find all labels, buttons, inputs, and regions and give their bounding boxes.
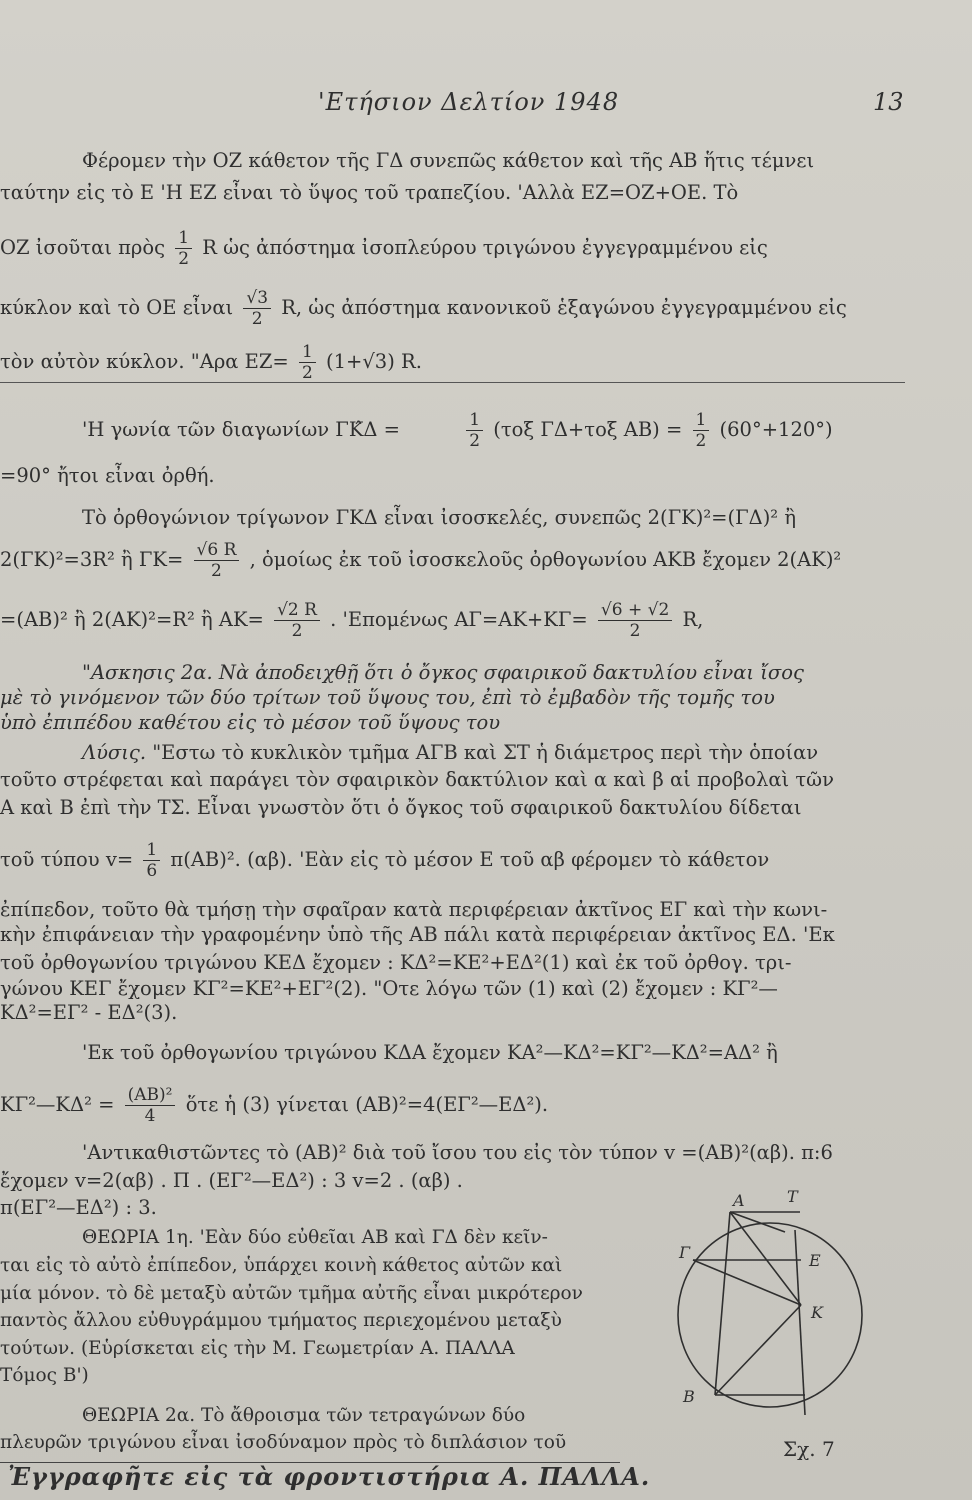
text-segment: R ὡς ἀπόστημα ἰσοπλεύρου τριγώνου ἐγγεγραμμένου εἰς bbox=[202, 236, 768, 259]
text-line: Τόμος Β') bbox=[0, 1365, 89, 1386]
fraction-denominator: 2 bbox=[251, 309, 263, 329]
text-line: ὑπὸ ἐπιπέδου καθέτου εἰς τὸ μέσον τοῦ ὕψους του bbox=[0, 711, 501, 734]
text-line: Τὸ ὀρθογώνιον τρίγωνον ΓΚΔ εἶναι ἰσοσκελές, συνεπῶς 2(ΓΚ)²=(ΓΔ)² ἢ bbox=[82, 506, 797, 529]
text-segment: (60°+120°) bbox=[719, 418, 833, 441]
text-line bbox=[0, 600, 703, 641]
fraction bbox=[299, 342, 316, 383]
text-line: 'Εκ τοῦ ὀρθογωνίου τριγώνου ΚΔΑ ἔχομεν ΚΑ²—ΚΔ²=ΚΓ²—ΚΔ²=ΑΔ² ἢ bbox=[82, 1041, 778, 1064]
text-line bbox=[82, 740, 818, 766]
text-line: παντὸς ἄλλου εὐθυγράμμου τμήματος περιεχομένου μεταξὺ bbox=[0, 1310, 562, 1331]
text-segment: =(ΑΒ)² ἢ 2(ΑΚ)²=R² ἢ ΑΚ= bbox=[0, 608, 264, 631]
text-line: γώνου ΚΕΓ ἔχομεν ΚΓ²=ΚΕ²+ΕΓ²(2). "Οτε λόγω τῶν (1) καὶ (2) ἔχομεν : ΚΓ²— bbox=[0, 977, 778, 1000]
text-line: 'Αντικαθιστῶντες τὸ (ΑΒ)² διὰ τοῦ ἴσου του εἰς τὸν τύπον v =(ΑΒ)²(αβ). π:6 bbox=[82, 1141, 833, 1164]
text-segment: π(ΑΒ)². (αβ). 'Εὰν εἰς τὸ μέσον Ε τοῦ αβ φέρομεν τὸ κάθετον bbox=[170, 848, 770, 871]
text-segment: 2(ΓΚ)²=3R² ἢ ΓΚ= bbox=[0, 548, 184, 571]
text-segment: ΚΓ²—ΚΔ² = bbox=[0, 1093, 115, 1116]
geometry-figure bbox=[675, 1190, 895, 1430]
text-line bbox=[0, 342, 422, 383]
text-line: πλευρῶν τριγώνου εἶναι ἰσοδύναμον πρὸς τὸ διπλάσιον τοῦ bbox=[0, 1432, 567, 1453]
text-line: τούτων. (Εὑρίσκεται εἰς τὴν Μ. Γεωμετρίαν Α. ΠΑΛΛΑ bbox=[0, 1338, 515, 1359]
fraction-denominator: 2 bbox=[301, 363, 313, 383]
text-line: ται εἰς τὸ αὐτὸ ἐπίπεδον, ὑπάρχει κοινὴ κάθετος αὐτῶν καὶ bbox=[0, 1255, 563, 1276]
text-segment: 'Η γωνία τῶν διαγωνίων ΓΚ̂Δ = bbox=[82, 418, 401, 441]
figure-caption: Σχ. 7 bbox=[783, 1437, 835, 1461]
text-line: τοῦτο στρέφεται καὶ παράγει τὸν σφαιρικὸν δακτύλιον καὶ α καὶ β αἱ προβολαὶ τῶν bbox=[0, 768, 834, 791]
text-segment: Λύσις. bbox=[82, 741, 147, 764]
text-line: "Ασκησις 2α. Νὰ ἀποδειχθῇ ὅτι ὁ ὄγκος σφαιρικοῦ δακτυλίου εἶναι ἴσος bbox=[82, 661, 804, 684]
fraction bbox=[598, 600, 672, 641]
text-segment: ὅτε ἡ (3) γίνεται (ΑΒ)²=4(ΕΓ²—ΕΔ²). bbox=[185, 1093, 549, 1116]
text-line: π(ΕΓ²—ΕΔ²) : 3. bbox=[0, 1196, 157, 1219]
fraction-numerator: 1 bbox=[299, 342, 316, 363]
label-e: E bbox=[809, 1251, 821, 1270]
footer-advertisement: Ἐγγραφῆτε εἰς τὰ φροντιστήρια Α. ΠΑΛΛΑ. bbox=[8, 1462, 651, 1491]
text-line bbox=[0, 228, 768, 269]
text-segment: τὸν αὐτὸν κύκλον. "Αρα ΕΖ= bbox=[0, 350, 289, 373]
text-line: ΘΕΩΡΙΑ 1η. 'Εὰν δύο εὐθεῖαι ΑΒ καὶ ΓΔ δὲν κεῖν- bbox=[82, 1227, 548, 1248]
fraction-denominator: 2 bbox=[629, 621, 641, 641]
diameter-st bbox=[795, 1230, 805, 1415]
text-line bbox=[0, 840, 769, 881]
text-line bbox=[0, 540, 841, 581]
segment-bk bbox=[715, 1305, 801, 1395]
fraction bbox=[125, 1085, 176, 1126]
label-b: B bbox=[683, 1387, 695, 1406]
page-number: 13 bbox=[873, 88, 904, 116]
label-k: K bbox=[811, 1303, 823, 1322]
text-line bbox=[0, 288, 847, 329]
fraction-denominator: 2 bbox=[291, 621, 303, 641]
fraction-numerator: √2 R bbox=[274, 600, 320, 621]
text-segment: "Εστω τὸ κυκλικὸν τμῆμα ΑΓΒ καὶ ΣΤ ἡ διάμετρος περὶ τὴν ὁποίαν bbox=[146, 741, 819, 764]
fraction-numerator: (ΑΒ)² bbox=[125, 1085, 176, 1106]
fraction-denominator: 2 bbox=[695, 431, 707, 451]
text-line: τοῦ ὀρθογωνίου τριγώνου ΚΕΔ ἔχομεν : ΚΔ²=ΚΕ²+ΕΔ²(1) καὶ ἐκ τοῦ ὀρθογ. τρι- bbox=[0, 951, 792, 974]
fraction-numerator: 1 bbox=[466, 410, 483, 431]
fraction-denominator: 2 bbox=[178, 249, 190, 269]
text-line: =90° ἤτοι εἶναι ὀρθή. bbox=[0, 464, 215, 487]
fraction bbox=[143, 840, 160, 881]
text-line: ΚΔ²=ΕΓ² - ΕΔ²(3). bbox=[0, 1001, 178, 1024]
fraction bbox=[466, 410, 483, 451]
text-segment: R, ὡς ἀπόστημα κανονικοῦ ἑξαγώνου ἐγγεγραμμένου εἰς bbox=[281, 296, 847, 319]
text-line bbox=[82, 410, 833, 451]
running-header-title: 'Ετήσιον Δελτίον 1948 bbox=[318, 88, 620, 116]
text-segment: ΟΖ ἰσοῦται πρὸς bbox=[0, 236, 166, 259]
fraction-denominator: 2 bbox=[469, 431, 481, 451]
separator-rule bbox=[0, 382, 905, 383]
fraction bbox=[243, 288, 271, 329]
fraction-numerator: √6 R bbox=[194, 540, 240, 561]
text-line: κὴν ἐπιφάνειαν τὴν γραφομένην ὑπὸ τῆς ΑΒ πάλι κατὰ περιφέρειαν ἀκτῖνος ΕΔ. 'Εκ bbox=[0, 923, 835, 946]
fraction-denominator: 4 bbox=[144, 1106, 156, 1126]
text-segment: (τοξ ΓΔ+τοξ ΑΒ) = bbox=[493, 418, 683, 441]
fraction-denominator: 6 bbox=[146, 861, 158, 881]
text-line: ΘΕΩΡΙΑ 2α. Τὸ ἄθροισμα τῶν τετραγώνων δύο bbox=[82, 1405, 526, 1426]
label-a: A bbox=[733, 1191, 745, 1210]
text-line: ἐπίπεδον, τοῦτο θὰ τμήσῃ τὴν σφαῖραν κατὰ περιφέρειαν ἀκτῖνος ΕΓ καὶ τὴν κωνι- bbox=[0, 898, 828, 921]
text-segment: , ὁμοίως ἐκ τοῦ ἰσοσκελοῦς ὀρθογωνίου ΑΚΒ ἔχομεν 2(ΑΚ)² bbox=[249, 548, 842, 571]
fraction-numerator: √3 bbox=[243, 288, 271, 309]
text-segment: κύκλον καὶ τὸ ΟΕ εἶναι bbox=[0, 296, 234, 319]
fraction bbox=[693, 410, 710, 451]
fraction bbox=[194, 540, 240, 581]
fraction-numerator: 1 bbox=[143, 840, 160, 861]
fraction-numerator: √6 + √2 bbox=[598, 600, 672, 621]
text-line bbox=[0, 1085, 548, 1126]
text-line: μὲ τὸ γινόμενον τῶν δύο τρίτων τοῦ ὕψους του, ἐπὶ τὸ ἐμβαδὸν τῆς τομῆς του bbox=[0, 686, 775, 709]
text-line: Α καὶ Β ἐπὶ τὴν ΤΣ. Εἶναι γνωστὸν ὅτι ὁ ὄγκος τοῦ σφαιρικοῦ δακτυλίου δίδεται bbox=[0, 796, 802, 819]
text-line: μία μόνον. τὸ δὲ μεταξὺ αὐτῶν τμῆμα αὐτῆς εἶναι μικρότερον bbox=[0, 1283, 583, 1304]
fraction-denominator: 2 bbox=[211, 561, 222, 581]
label-t: T bbox=[787, 1190, 798, 1206]
text-line: ταύτην εἰς τὸ Ε 'Η ΕΖ εἶναι τὸ ὕψος τοῦ τραπεζίου. 'Αλλὰ ΕΖ=ΟΖ+ΟΕ. Τὸ bbox=[0, 181, 739, 204]
fraction bbox=[175, 228, 192, 269]
label-gamma: Γ bbox=[679, 1243, 691, 1262]
text-line: Φέρομεν τὴν ΟΖ κάθετον τῆς ΓΔ συνεπῶς κάθετον καὶ τῆς ΑΒ ἥτις τέμνει bbox=[82, 149, 815, 172]
text-segment: (1+√3) R. bbox=[326, 350, 422, 373]
text-segment: . 'Επομένως ΑΓ=ΑΚ+ΚΓ= bbox=[330, 608, 588, 631]
text-segment: R, bbox=[682, 608, 704, 631]
fraction-numerator: 1 bbox=[693, 410, 710, 431]
fraction bbox=[274, 600, 320, 641]
fraction-numerator: 1 bbox=[175, 228, 192, 249]
text-segment: τοῦ τύπου v= bbox=[0, 848, 134, 871]
circle-arc bbox=[678, 1223, 862, 1407]
text-line: ἔχομεν v=2(αβ) . Π . (ΕΓ²—ΕΔ²) : 3 v=2 . (αβ) . bbox=[0, 1169, 463, 1192]
